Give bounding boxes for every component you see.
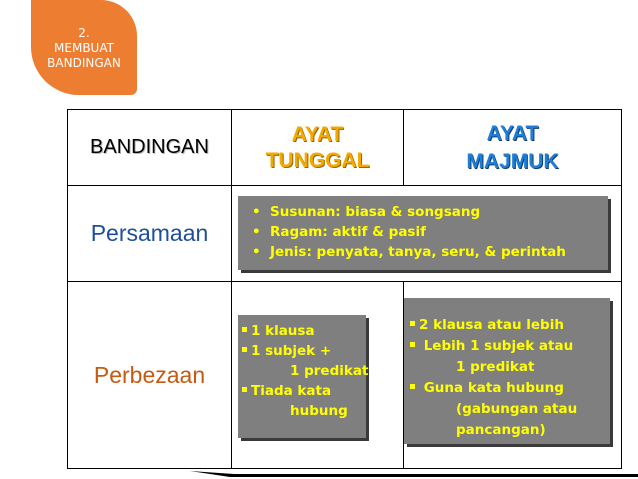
list-item	[252, 202, 608, 222]
square-bullet-icon	[242, 347, 247, 352]
majmuk-line-gabungan: (gabungan atau	[456, 401, 578, 417]
tunggal-line-tiada: Tiada kata	[251, 383, 332, 399]
list-item	[252, 242, 608, 262]
persamaan-item-jenis: Jenis: penyata, tanya, seru, & perintah	[270, 244, 566, 260]
square-bullet-icon	[410, 342, 415, 347]
tunggal-line-klausa: 1 klausa	[251, 323, 315, 339]
majmuk-line-klausa: 2 klausa atau lebih	[419, 317, 564, 333]
list-item	[252, 222, 608, 242]
header-ayat-tunggal	[232, 110, 404, 186]
majmuk-line-subjek: Lebih 1 subjek atau	[423, 338, 574, 354]
list-item	[242, 321, 366, 341]
persamaan-label: Persamaan	[90, 220, 209, 247]
square-bullet-icon	[242, 387, 247, 392]
square-bullet-icon	[242, 327, 247, 332]
list-item-continuation	[410, 399, 610, 420]
section-badge	[31, 0, 137, 95]
tunggal-line-predikat: 1 predikat	[290, 363, 369, 379]
square-bullet-icon	[410, 384, 415, 389]
badge-line-membuat: MEMBUAT	[54, 41, 114, 55]
majmuk-line-kata-hubung: Guna kata hubung	[423, 380, 564, 396]
row-label-persamaan	[68, 186, 232, 282]
majmuk-box	[404, 298, 610, 444]
header-majmuk-line1: AYAT	[486, 121, 539, 145]
list-item	[410, 336, 610, 357]
list-item	[242, 381, 366, 401]
table-header-row	[68, 110, 622, 186]
row-label-perbezaan	[68, 282, 232, 469]
header-majmuk-line2: MAJMUK	[466, 149, 559, 173]
majmuk-line-predikat: 1 predikat	[456, 359, 535, 375]
list-item-continuation	[410, 420, 610, 441]
bullet-icon: •	[252, 204, 261, 220]
tunggal-line-hubung: hubung	[290, 403, 348, 419]
list-item	[410, 315, 610, 336]
tunggal-box	[238, 315, 369, 438]
persamaan-box	[238, 196, 608, 270]
majmuk-line-pancangan: pancangan)	[456, 422, 546, 438]
list-item-continuation	[242, 401, 366, 421]
bullet-icon: •	[252, 244, 261, 260]
header-ayat-majmuk	[404, 110, 622, 186]
header-tunggal-line1: AYAT	[291, 122, 344, 146]
list-item-continuation	[242, 361, 369, 381]
list-item-continuation	[410, 357, 610, 378]
square-bullet-icon	[410, 321, 415, 326]
tunggal-line-subjek: 1 subjek +	[251, 343, 332, 359]
persamaan-item-ragam: Ragam: aktif & pasif	[270, 224, 426, 240]
bullet-icon: •	[252, 224, 261, 240]
badge-number: 2.	[78, 26, 90, 40]
badge-line-bandingan: BANDINGAN	[47, 56, 121, 70]
perbezaan-label: Perbezaan	[93, 361, 206, 388]
header-tunggal-line2: TUNGGAL	[265, 148, 370, 172]
persamaan-item-susunan: Susunan: biasa & songsang	[270, 204, 481, 220]
list-item	[242, 341, 366, 361]
decorative-arrow-line	[190, 463, 638, 479]
list-item	[410, 378, 610, 399]
header-bandingan	[68, 110, 232, 186]
header-bandingan-label: BANDINGAN	[90, 136, 209, 159]
